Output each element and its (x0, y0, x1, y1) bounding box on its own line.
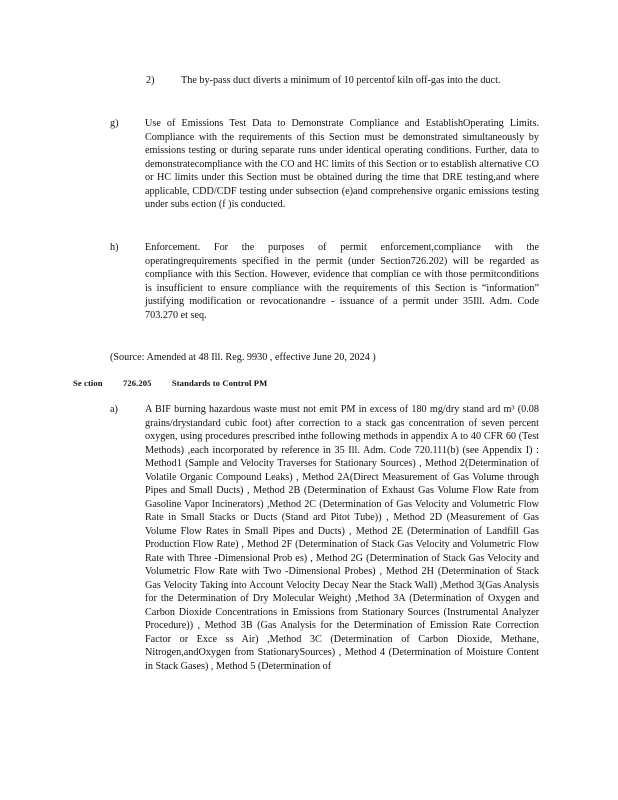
section-title: Standards to Control PM (171, 378, 268, 388)
item-g-marker: g) (110, 118, 119, 129)
item-2-text: The by-pass duct diverts a minimum of 10 percentof kiln off-gas into the duct. (181, 75, 501, 86)
item-h-text: Enforcement. For the purposes of permit enforcement,compliance with the operatingrequirements specified in the permit (under Section726.202) will be regarded as compliance with this Section. However, evidence that complian ce with those permitconditions is insufficient to ensure compliance with the requirements of this Section is “information” justifying modification or revocationandre - issuance of a permit under 35Ill. Adm. Code 703.270 et seq. (145, 242, 539, 321)
section-label: Se ction (73, 378, 103, 388)
section-number: 726.205 (122, 378, 152, 388)
item-h-marker: h) (110, 242, 119, 253)
item-a-marker: a) (110, 404, 118, 415)
source-note: (Source: Amended at 48 Ill. Reg. 9930 , effective June 20, 2024 ) (110, 352, 376, 363)
section-heading (73, 377, 373, 391)
item-g-text: Use of Emissions Test Data to Demonstrate Compliance and EstablishOperating Limits. Compliance with the requirements of this Section must be demonstrated simultaneously by emissions testing or during separate runs under identical operating conditions. Further, data to demonstratecompliance with the CO and HC limits of this Section or to establish alternative CO or HC limits under this Section must be obtained during the time that DRE testing,and where applicable, CDD/CDF testing under subsection (e)and comprehensive organic emissions testing under subs ection (f )is conducted. (145, 118, 539, 210)
item-2-marker: 2) (146, 75, 155, 86)
item-a-text: A BIF burning hazardous waste must not emit PM in excess of 180 mg/dry stand ard m³ (0.08 grains/drystandard cubic foot) after correction to a stack gas concentration of seven percent oxygen, using procedures prescribed inthe following methods in appendix A to 40 CFR 60 (Test Methods) ,each incorporated by reference in 35 Ill. Adm. Code 720.111(b) (see Appendix I) : Method1 (Sample and Velocity Traverses for Stationary Sources) , Method 2(Determination of Volatile Organic Compound Leaks) , Method 2A(Direct Measurement of Gas Volume through Pipes and Small Ducts) , Method 2B (Determination of Exhaust Gas Volume Flow Rate from Gasoline Vapor Incinerators) ,Method 2C (Determination of Gas Velocity and Volumetric Flow Rate in Small Stacks or Ducts (Stand ard Pitot Tube)) , Method 2D (Measurement of Gas Volume Flow Rates in Small Pipes and Ducts) , Method 2E (Determination of Landfill Gas Production Flow Rate) , Method 2F (Determination of Stack Gas Velocity and Volumetric Flow Rate with Three -Dimensional Prob es) , Method 2G (Determination of Stack Gas Velocity and Volumetric Flow Rate with Two -Dimensional Probes) , Method 2H (Determination of Stack Gas Velocity Taking into Account Velocity Decay Near the Stack Wall) ,Method 3(Gas Analysis for the Determination of Dry Molecular Weight) ,Method 3A (Determination of Oxygen and Carbon Dioxide Concentrations in Emissions from Stationary Sources (Instrumental Analyzer Procedure)) , Method 3B (Gas Analysis for the Determination of Emission Rate Correction Factor or Exce ss Air) ,Method 3C (Determination of Carbon Dioxide, Methane, Nitrogen,andOxygen from StationarySources) , Method 4 (Determination of Moisture Content in Stack Gases) , Method 5 (Determination of (145, 404, 539, 672)
